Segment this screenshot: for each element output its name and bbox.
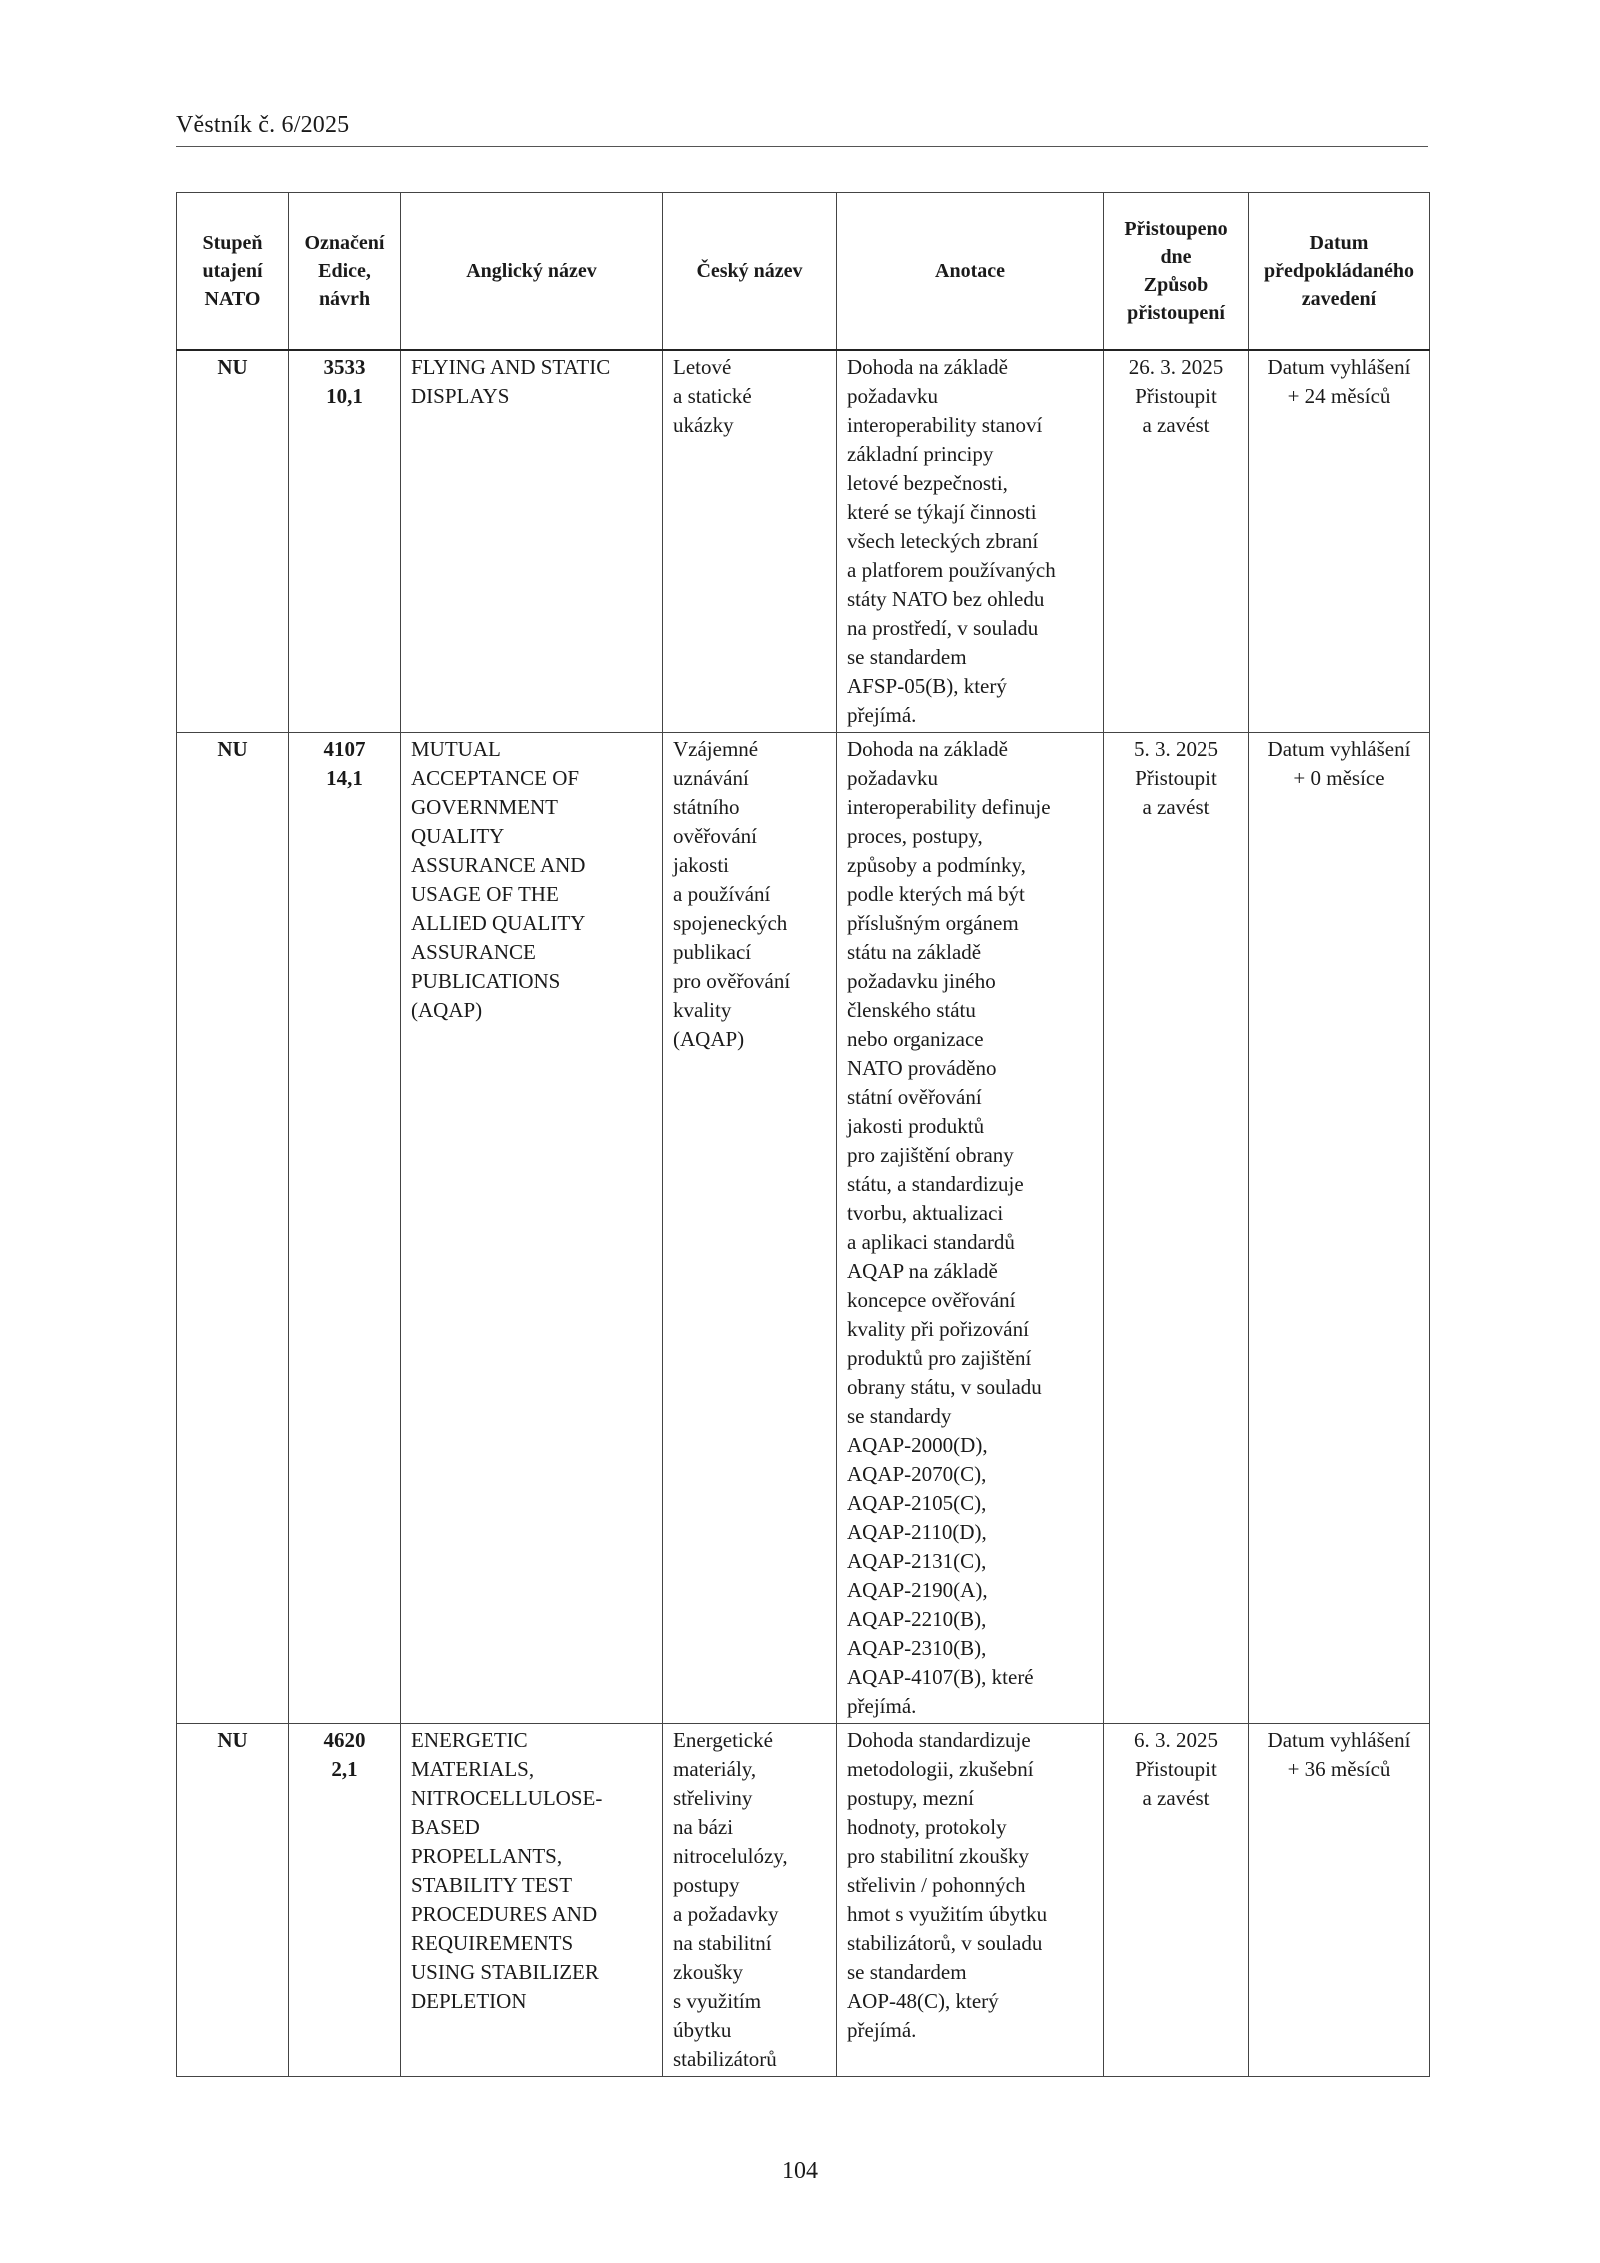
cell-line: nitrocelulózy, [673, 1844, 788, 1868]
cell-line: AQAP-4107(B), které [847, 1665, 1034, 1689]
accession-cell [1104, 1724, 1249, 2077]
cell-line: příslušným orgánem [847, 911, 1019, 935]
cell-line: na prostředí, v souladu [847, 616, 1039, 640]
cell-line: a zavést [1142, 1786, 1210, 1810]
cell-line: USAGE OF THE [411, 882, 559, 906]
cell-line: Přistoupit [1135, 384, 1217, 408]
cell-line: a zavést [1142, 413, 1210, 437]
cell-line: MUTUAL [411, 737, 501, 761]
cell-line: Vzájemné [673, 737, 759, 761]
cell-line: DEPLETION [411, 1989, 527, 2013]
header-implementation-date [1249, 193, 1430, 351]
cell-line: + 24 měsíců [1287, 384, 1391, 408]
cell-line: kvality při pořizování [847, 1317, 1029, 1341]
cell-line: PROPELLANTS, [411, 1844, 563, 1868]
cell-line: jakosti [673, 853, 729, 877]
cell-line: metodologii, zkušební [847, 1757, 1034, 1781]
cell-line: STABILITY TEST [411, 1873, 573, 1897]
header-accession [1104, 193, 1249, 351]
cell-line: Přistoupit [1135, 766, 1217, 790]
english-title-cell [401, 733, 663, 1724]
header-text: Přistoupeno [1124, 218, 1228, 240]
cell-line: FLYING AND STATIC [411, 355, 611, 379]
standards-table [176, 192, 1430, 2077]
czech-title-cell [663, 733, 837, 1724]
cell-line: požadavku [847, 766, 938, 790]
implementation-date-cell [1249, 350, 1430, 733]
cell-line: a požadavky [673, 1902, 779, 1926]
accession-cell [1104, 733, 1249, 1724]
cell-line: AQAP-2105(C), [847, 1491, 987, 1515]
annotation-cell [837, 733, 1104, 1724]
annotation-cell [837, 350, 1104, 733]
cell-line: které se týkají činnosti [847, 500, 1037, 524]
cell-line: AQAP-2190(A), [847, 1578, 988, 1602]
running-head: Věstník č. 6/2025 [176, 112, 350, 138]
header-text: návrh [318, 288, 371, 310]
cell-line: nebo organizace [847, 1027, 984, 1051]
english-title-cell [401, 350, 663, 733]
cell-line: Dohoda na základě [847, 355, 1008, 379]
cell-line: NITROCELLULOSE- [411, 1786, 603, 1810]
implementation-date-cell [1249, 733, 1430, 1724]
table-row [177, 350, 1430, 733]
cell-line: REQUIREMENTS [411, 1931, 574, 1955]
cell-line: na bázi [673, 1815, 734, 1839]
cell-line: QUALITY [411, 824, 505, 848]
cell-line: se standardy [847, 1404, 952, 1428]
cell-line: tvorbu, aktualizaci [847, 1201, 1004, 1225]
english-title-cell [401, 1724, 663, 2077]
cell-line: spojeneckých [673, 911, 788, 935]
cell-line: se standardem [847, 645, 967, 669]
cell-line: BASED [411, 1815, 480, 1839]
cell-line: AQAP-2070(C), [847, 1462, 987, 1486]
cell-line: 3533 [323, 355, 366, 379]
cell-line: PUBLICATIONS [411, 969, 561, 993]
cell-line: ENERGETIC [411, 1728, 528, 1752]
cell-line: 14,1 [326, 766, 363, 790]
cell-line: a platforem používaných [847, 558, 1056, 582]
cell-line: stabilizátorů, v souladu [847, 1931, 1043, 1955]
cell-line: Letové [673, 355, 732, 379]
edition-cell [289, 733, 401, 1724]
classification-cell: NU [177, 733, 289, 1724]
page-number: 104 [782, 2158, 818, 2184]
cell-line: + 0 měsíce [1293, 766, 1385, 790]
cell-line: ukázky [673, 413, 734, 437]
cell-line: letové bezpečnosti, [847, 471, 1008, 495]
header-edition [289, 193, 401, 351]
cell-line: produktů pro zajištění [847, 1346, 1032, 1370]
header-text: utajení [202, 260, 263, 282]
header-text: přistoupení [1127, 302, 1225, 324]
cell-line: státní ověřování [847, 1085, 982, 1109]
cell-line: základní principy [847, 442, 994, 466]
cell-line: postupy [673, 1873, 740, 1897]
cell-line: 10,1 [326, 384, 363, 408]
header-text: NATO [204, 288, 261, 310]
cell-line: AQAP-2131(C), [847, 1549, 987, 1573]
annotation-cell [837, 1724, 1104, 2077]
cell-line: (AQAP) [411, 998, 483, 1022]
cell-line: jakosti produktů [847, 1114, 985, 1138]
cell-line: AFSP-05(B), který [847, 674, 1007, 698]
classification-cell: NU [177, 1724, 289, 2077]
cell-line: se standardem [847, 1960, 967, 1984]
cell-line: přejímá. [847, 2018, 917, 2042]
table-header-row [177, 193, 1430, 351]
cell-line: stabilizátorů [673, 2047, 777, 2071]
cell-line: ASSURANCE [411, 940, 536, 964]
edition-cell [289, 1724, 401, 2077]
cell-line: státního [673, 795, 740, 819]
cell-line: střelivin / pohonných [847, 1873, 1026, 1897]
cell-line: pro ověřování [673, 969, 791, 993]
cell-line: na stabilitní [673, 1931, 772, 1955]
cell-line: (AQAP) [673, 1027, 745, 1051]
header-text: Způsob [1143, 274, 1209, 296]
cell-line: hmot s využitím úbytku [847, 1902, 1048, 1926]
header-czech-title [663, 193, 837, 351]
cell-line: koncepce ověřování [847, 1288, 1016, 1312]
cell-line: Dohoda na základě [847, 737, 1008, 761]
cell-line: proces, postupy, [847, 824, 983, 848]
header-text: Stupeň [202, 232, 263, 254]
cell-line: Datum vyhlášení [1267, 355, 1411, 379]
table-row [177, 733, 1430, 1724]
cell-line: a aplikaci standardů [847, 1230, 1015, 1254]
cell-line: a používání [673, 882, 771, 906]
cell-line: MATERIALS, [411, 1757, 535, 1781]
cell-line: členského státu [847, 998, 976, 1022]
cell-line: AQAP-2000(D), [847, 1433, 988, 1457]
cell-line: 2,1 [331, 1757, 358, 1781]
cell-line: ASSURANCE AND [411, 853, 586, 877]
cell-line: Dohoda standardizuje [847, 1728, 1031, 1752]
cell-line: AQAP-2310(B), [847, 1636, 987, 1660]
czech-title-cell [663, 1724, 837, 2077]
cell-line: a statické [673, 384, 752, 408]
header-classification [177, 193, 289, 351]
header-text: Datum [1309, 232, 1369, 254]
cell-line: obrany státu, v souladu [847, 1375, 1042, 1399]
cell-line: publikací [673, 940, 752, 964]
cell-line: + 36 měsíců [1287, 1757, 1391, 1781]
edition-cell [289, 350, 401, 733]
table-body [177, 350, 1430, 2077]
header-text: Anglický název [466, 260, 597, 282]
cell-line: způsoby a podmínky, [847, 853, 1026, 877]
cell-line: USING STABILIZER [411, 1960, 599, 1984]
cell-line: úbytku [673, 2018, 732, 2042]
header-text: dne [1160, 246, 1192, 268]
cell-line: všech leteckých zbraní [847, 529, 1039, 553]
implementation-date-cell [1249, 1724, 1430, 2077]
header-english-title [401, 193, 663, 351]
cell-line: pro zajištění obrany [847, 1143, 1014, 1167]
cell-line: AQAP-2210(B), [847, 1607, 987, 1631]
cell-line: přejímá. [847, 1694, 917, 1718]
cell-line: DISPLAYS [411, 384, 510, 408]
cell-line: interoperability stanoví [847, 413, 1043, 437]
cell-line: kvality [673, 998, 732, 1022]
header-text: Označení [304, 232, 385, 254]
cell-line: 6. 3. 2025 [1134, 1728, 1218, 1752]
header-text: Český název [696, 260, 803, 282]
table-row [177, 1724, 1430, 2077]
cell-line: Energetické [673, 1728, 773, 1752]
cell-line: požadavku jiného [847, 969, 996, 993]
cell-line: 26. 3. 2025 [1128, 355, 1224, 379]
cell-line: interoperability definuje [847, 795, 1051, 819]
cell-line: Datum vyhlášení [1267, 737, 1411, 761]
cell-line: pro stabilitní zkoušky [847, 1844, 1029, 1868]
cell-line: ACCEPTANCE OF [411, 766, 580, 790]
header-text: Anotace [935, 260, 1005, 282]
cell-line: 4107 [323, 737, 366, 761]
cell-line: postupy, mezní [847, 1786, 974, 1810]
header-annotation [837, 193, 1104, 351]
cell-line: uznávání [673, 766, 749, 790]
cell-line: AQAP na základě [847, 1259, 998, 1283]
cell-line: státy NATO bez ohledu [847, 587, 1045, 611]
cell-line: GOVERNMENT [411, 795, 558, 819]
cell-line: s využitím [673, 1989, 762, 2013]
header-text: předpokládaného [1263, 260, 1415, 282]
classification-cell: NU [177, 350, 289, 733]
cell-line: Přistoupit [1135, 1757, 1217, 1781]
header-rule [176, 146, 1428, 147]
cell-line: střeliviny [673, 1786, 753, 1810]
cell-line: 5. 3. 2025 [1134, 737, 1218, 761]
cell-line: ALLIED QUALITY [411, 911, 586, 935]
header-text: Edice, [318, 260, 371, 282]
cell-line: hodnoty, protokoly [847, 1815, 1007, 1839]
cell-line: přejímá. [847, 703, 917, 727]
cell-line: Datum vyhlášení [1267, 1728, 1411, 1752]
cell-line: a zavést [1142, 795, 1210, 819]
cell-line: státu na základě [847, 940, 982, 964]
cell-line: ověřování [673, 824, 757, 848]
cell-line: požadavku [847, 384, 938, 408]
cell-line: podle kterých má být [847, 882, 1025, 906]
accession-cell [1104, 350, 1249, 733]
cell-line: AQAP-2110(D), [847, 1520, 987, 1544]
cell-line: 4620 [323, 1728, 366, 1752]
cell-line: PROCEDURES AND [411, 1902, 598, 1926]
cell-line: materiály, [673, 1757, 757, 1781]
cell-line: AOP-48(C), který [847, 1989, 999, 2013]
cell-line: státu, a standardizuje [847, 1172, 1024, 1196]
header-text: zavedení [1301, 288, 1377, 310]
cell-line: zkoušky [673, 1960, 743, 1984]
czech-title-cell [663, 350, 837, 733]
cell-line: NATO prováděno [847, 1056, 997, 1080]
